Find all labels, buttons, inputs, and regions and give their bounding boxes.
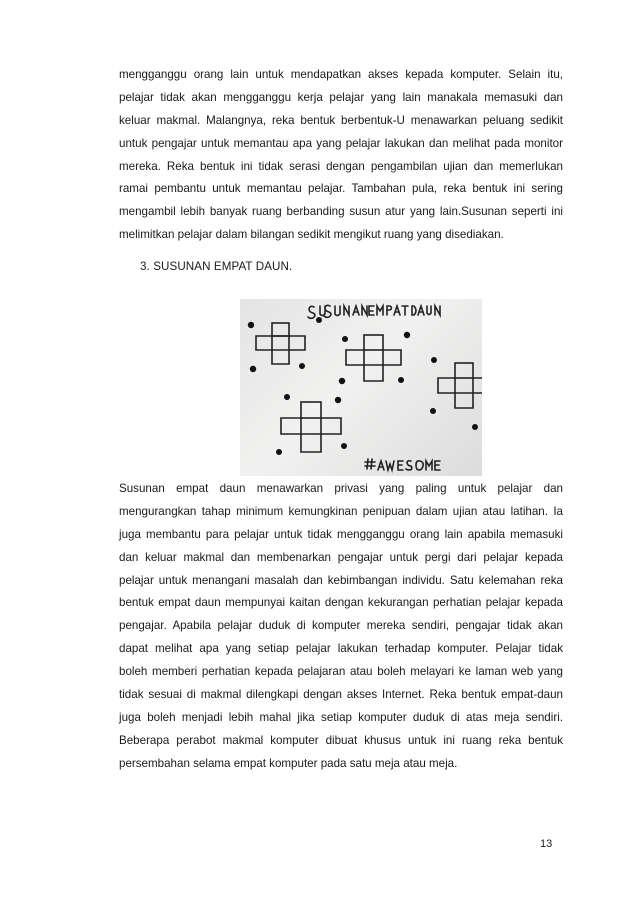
four-leaf-layout-photo: [240, 299, 482, 476]
text-line: Susunan empat daun menawarkan privasi yang paling untuk pelajar dan: [119, 482, 563, 495]
text-line: pelajar untuk menangani masalah dan kebimbangan individu. Satu kelemahan reka: [119, 573, 563, 587]
page-number: 13: [540, 838, 553, 850]
text-line: mereka. Reka bentuk ini tidak serasi dengan pengambilan ujian dan memerlukan: [119, 159, 563, 173]
text-line: juga membantu para pelajar untuk tidak mengganggu orang lain apabila memasuki: [119, 527, 563, 541]
text-line: keluar makmal. Malangnya, reka bentuk berbentuk-U menawarkan peluang sedikit: [119, 113, 563, 127]
text-line: Beberapa perabot makmal komputer dibuat khusus untuk ini ruang reka bentuk: [119, 733, 563, 747]
text-line: dapat melihat apa yang setiap pelajar lakukan terhadap komputer. Pelajar tidak: [119, 642, 563, 656]
hand-drawn-diagram: [240, 299, 482, 476]
section-heading: 3. SUSUNAN EMPAT DAUN.: [140, 260, 293, 273]
text-line: tidak sesuai di makmal dilengkapi dengan akses Internet. Reka bentuk empat-daun: [119, 688, 563, 702]
text-line: ramai pembantu untuk memantau pelajar. Tambahan pula, reka bentuk ini sering: [119, 182, 563, 196]
text-line: untuk pengajar untuk memantau apa yang pelajar lakukan dan melihat pada monitor: [119, 136, 563, 150]
text-line: persembahan selama empat komputer pada satu meja atau meja.: [119, 756, 458, 770]
text-line: mengurangkan tahap minimum kemungkinan penipuan dalam ujian atau latihan. Ia: [119, 504, 563, 518]
paragraph-u-shape: [119, 64, 563, 247]
text-line: boleh memberi perhatian kepada pelajaran atau boleh melayari ke laman web yang: [119, 665, 563, 679]
text-line: juga boleh menjadi lebih mahal jika setiap komputer duduk di atas meja sendiri.: [119, 710, 563, 724]
text-line: pelajar tidak akan mengganggu kerja pelajar yang lain manakala memasuki dan: [119, 90, 563, 104]
text-line: mengambil lebih banyak ruang berbanding susun atur yang lain.Susunan seperti ini: [119, 205, 563, 219]
paragraph-four-leaf: [119, 478, 563, 776]
text-line: bentuk empat daun mempunyai kaitan dengan kekurangan perhatian pelajar kepada: [119, 596, 563, 610]
text-line: mengganggu orang lain untuk mendapatkan akses kepada komputer. Selain itu,: [119, 68, 563, 81]
text-line: pengajar. Apabila pelajar duduk di komputer mereka sendiri, pengajar tidak akan: [119, 619, 563, 633]
text-line: dan keluar makmal dan membenarkan pengajar untuk pergi dari pelajar kepada: [119, 550, 563, 564]
text-line: melimitkan pelajar dalam bilangan sedikit mengikut ruang yang disediakan.: [119, 228, 504, 242]
